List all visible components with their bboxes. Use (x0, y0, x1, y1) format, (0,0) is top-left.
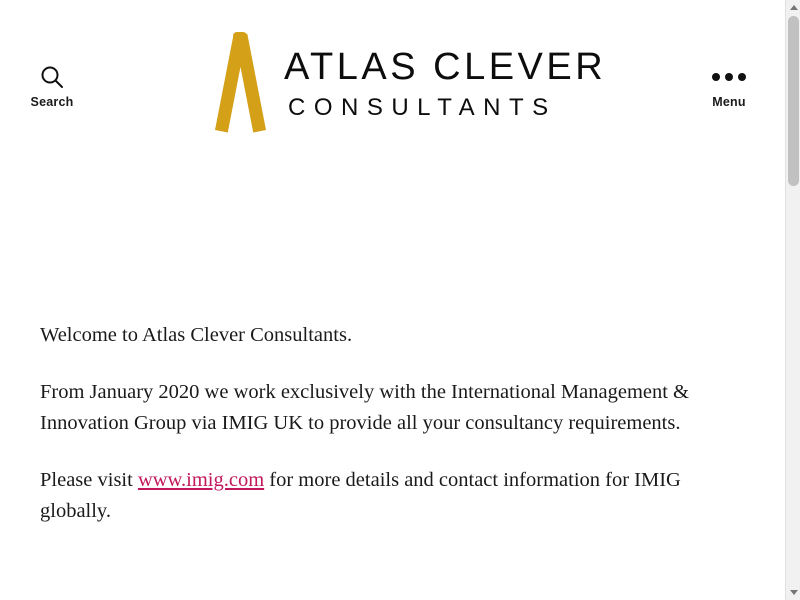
visit-text-after: for more details and contact information for IMIG globally. (40, 469, 681, 522)
scroll-up-arrow-icon[interactable] (786, 0, 800, 15)
imig-paragraph: From January 2020 we work exclusively with the International Management & Innovation Group via IMIG UK to provide all your consultancy requirements. (40, 381, 690, 434)
search-label: Search (30, 95, 74, 109)
visit-paragraph (40, 465, 720, 527)
logo-text (284, 32, 606, 120)
search-button[interactable] (26, 62, 78, 109)
menu-label: Menu (712, 95, 746, 109)
search-icon[interactable] (26, 62, 78, 92)
imig-link[interactable]: www.imig.com (137, 469, 265, 491)
scrollbar-thumb[interactable] (788, 16, 799, 186)
logo-line-secondary: CONSULTANTS (288, 94, 557, 121)
welcome-paragraph: Welcome to Atlas Clever Consultants. (40, 324, 353, 346)
menu-button[interactable] (699, 62, 759, 109)
site-logo[interactable] (213, 32, 606, 130)
scroll-down-arrow-icon[interactable] (786, 585, 800, 600)
vertical-scrollbar[interactable] (785, 0, 800, 600)
visit-text-before: Please visit (40, 469, 138, 491)
main-content (40, 320, 720, 527)
logo-line-primary: ATLAS CLEVER (284, 46, 607, 88)
atlas-a-mark-icon (213, 32, 268, 130)
more-horizontal-icon[interactable] (699, 62, 759, 92)
site-header (0, 0, 785, 165)
